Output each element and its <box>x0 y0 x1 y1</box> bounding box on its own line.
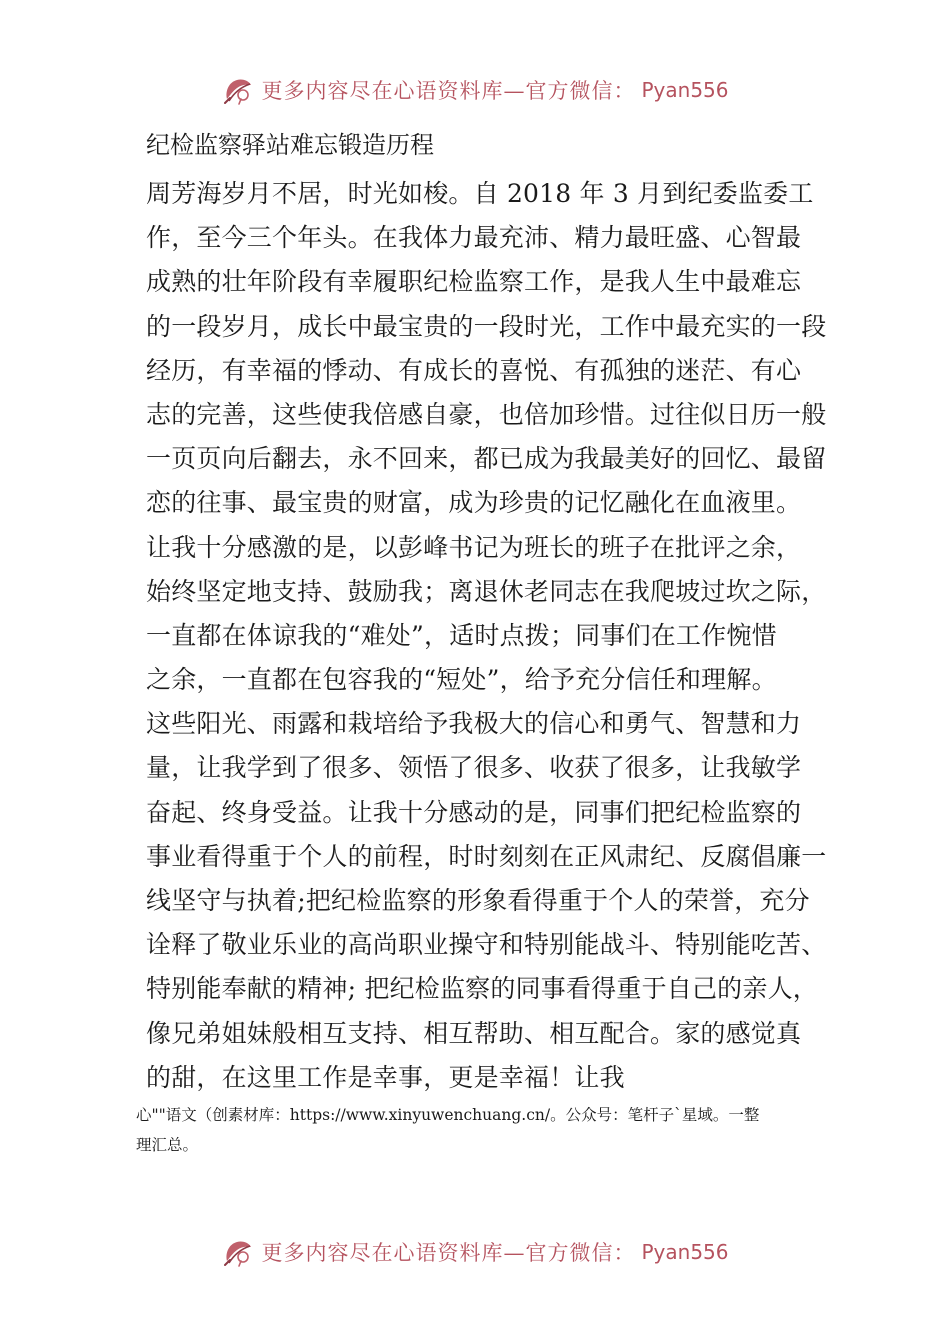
body-line: 的甜，在这里工作是幸事，更是幸福！让我 <box>146 1062 625 1092</box>
body-line: 经历，有幸福的悸动、有成长的喜悦、有孤独的迷茫、有心 <box>146 355 802 385</box>
body-line: 像兄弟姐妹般相互支持、相互帮助、相互配合。家的感觉真 <box>146 1018 802 1048</box>
body-line: 始终坚定地支持、鼓励我；离退休老同志在我爬坡过坎之际， <box>146 576 827 606</box>
body-line: 志的完善，这些使我倍感自豪，也倍加珍惜。过往似日历一般 <box>146 399 827 429</box>
body-line: 事业看得重于个人的前程，时时刻刻在正风肃纪、反腐倡廉一 <box>146 841 827 871</box>
source-note-line: 理汇总。 <box>136 1136 199 1154</box>
watermark-text: 更多内容尽在心语资料库—官方微信： <box>261 1241 636 1265</box>
body-line: 量，让我学到了很多、领悟了很多、收获了很多，让我敏学 <box>146 753 802 783</box>
body-line: 一直都在体谅我的“难处”，适时点拨；同事们在工作惋惜 <box>146 620 777 650</box>
header-watermark <box>0 70 950 110</box>
quill-pen-icon <box>221 73 255 107</box>
body-line: 诠释了敬业乐业的高尚职业操守和特别能战斗、特别能吃苦、 <box>146 930 827 960</box>
document-title: 纪检监察驿站难忘锻造历程 <box>146 131 434 159</box>
body-line: 特别能奉献的精神; 把纪检监察的同事看得重于自己的亲人， <box>146 974 818 1004</box>
body-line: 奋起、终身受益。让我十分感动的是，同事们把纪检监察的 <box>146 797 802 827</box>
body-line: 让我十分感激的是，以彭峰书记为班长的班子在批评之余， <box>146 532 802 562</box>
body-line: 作，至今三个年头。在我体力最充沛、精力最旺盛、心智最 <box>146 223 802 253</box>
document-body <box>146 172 836 1100</box>
body-line: 这些阳光、雨露和栽培给予我极大的信心和勇气、智慧和力 <box>146 709 802 739</box>
body-line: 之余，一直都在包容我的“短处”，给予充分信任和理解。 <box>146 665 777 695</box>
watermark-wechat-id: Pyan556 <box>641 1240 729 1264</box>
body-line: 线坚守与执着;把纪检监察的形象看得重于个人的荣誉，充分 <box>146 886 810 915</box>
quill-pen-icon <box>221 1235 255 1269</box>
body-line: 的一段岁月，成长中最宝贵的一段时光，工作中最充实的一段 <box>146 311 827 341</box>
watermark-wechat-id: Pyan556 <box>641 78 729 102</box>
body-line: 成熟的壮年阶段有幸履职纪检监察工作，是我人生中最难忘 <box>146 267 802 297</box>
footer-watermark <box>0 1232 950 1272</box>
body-line: 周芳海岁月不居，时光如梭。自 2018 年 3 月到纪委监委工 <box>146 179 814 208</box>
source-note <box>136 1100 836 1160</box>
body-line: 恋的往事、最宝贵的财富，成为珍贵的记忆融化在血液里。 <box>146 488 802 518</box>
source-note-line: 心""语文（创素材库：https://www.xinyuwenchuang.cn/。公众号：笔杆子`星域。一整 <box>136 1106 760 1124</box>
body-line: 一页页向后翻去，永不回来，都已成为我最美好的回忆、最留 <box>146 444 827 474</box>
watermark-text: 更多内容尽在心语资料库—官方微信： <box>261 79 636 103</box>
